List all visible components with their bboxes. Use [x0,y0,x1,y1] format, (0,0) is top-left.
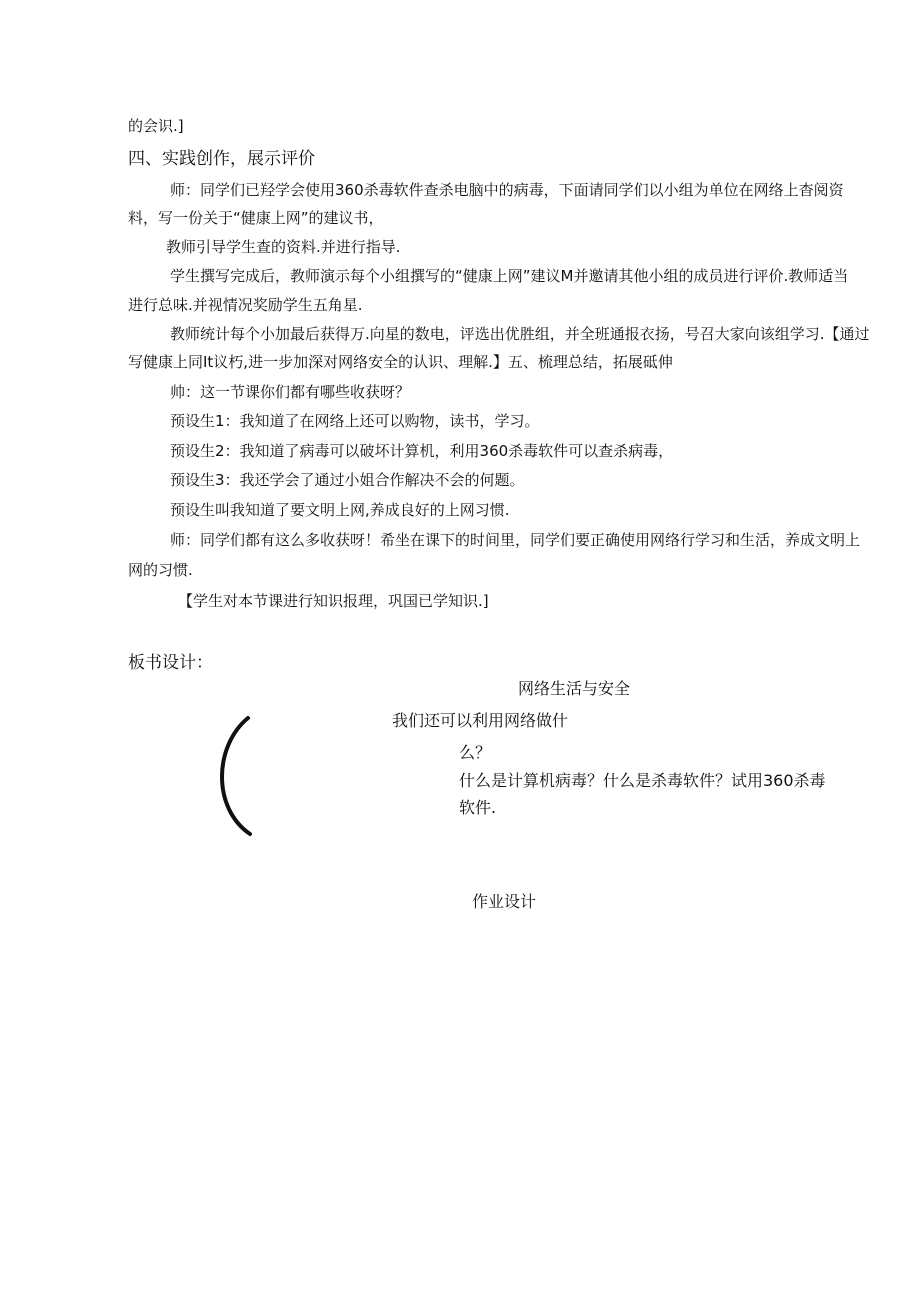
text-line: 学生撰写完成后，教师演示每个小组撰写的“健康上网”建议M并邀请其他小组的成员进行评价.教师适当 [170,267,849,285]
text-line: 帅：这一节课你们都有哪些收获呀？ [170,383,411,401]
text-line: 预设生3：我还学会了通过小姐合作解决不会的何题。 [170,471,525,489]
text-line: 教师统计每个小加最后获得万.向星的数电，评选出优胜组，并全班通报衣扬，号召大家向该组学习.【通过 [170,325,870,343]
board-question-1-cont: 么？ [459,743,492,762]
homework-design-title: 作业设计 [472,892,537,911]
text-line: 进行总味.并视情况奖励学生五角星. [128,296,363,314]
section-heading: 四、实践创作，展示评价 [128,149,315,169]
left-brace-icon [212,712,272,842]
text-line: 网的习惯. [128,561,193,579]
board-title: 网络生活与安全 [518,679,631,698]
text-line: 【学生对本节课进行知识报理，巩国已学知识.] [178,592,489,610]
text-line: 料，写一份关于“健康上网”的建议书， [128,209,384,227]
text-line: 预设生1：我知道了在网络上还可以购物，读书，学习。 [170,412,540,430]
board-design-label: 板书设计： [128,653,213,673]
board-question-2-cont: 软件. [459,798,497,817]
text-line: 师：同学们已羟学会使用360杀毒软件查杀电脑中的病毒，下面请同学们以小组为单位在网络上杳阅资 [170,181,844,199]
text-line: 写健康上同It议朽,进一步加深对网络安全的认识、理解.】五、梳理总结，拓展砥伸 [128,353,673,371]
text-line: 的会识.] [128,117,184,135]
board-question-2: 什么是计算机病毒？什么是杀毒软件？试用360杀毒 [459,771,826,790]
text-line: 教师引导学生查的资料.并进行指导. [166,238,401,256]
text-line: 师：同学们都有这么多收获呀！希坐在课下的时间里，同学们要正确使用网络行学习和生活，养成文明上 [170,531,861,549]
board-question-1: 我们还可以利用网络做什 [392,711,569,730]
text-line: 预设生叫我知道了要文明上网,养成良好的上网习惯. [170,501,510,519]
text-line: 预设生2：我知道了病毒可以破坏计算机，利用360杀毒软件可以查杀病毒， [170,442,674,460]
